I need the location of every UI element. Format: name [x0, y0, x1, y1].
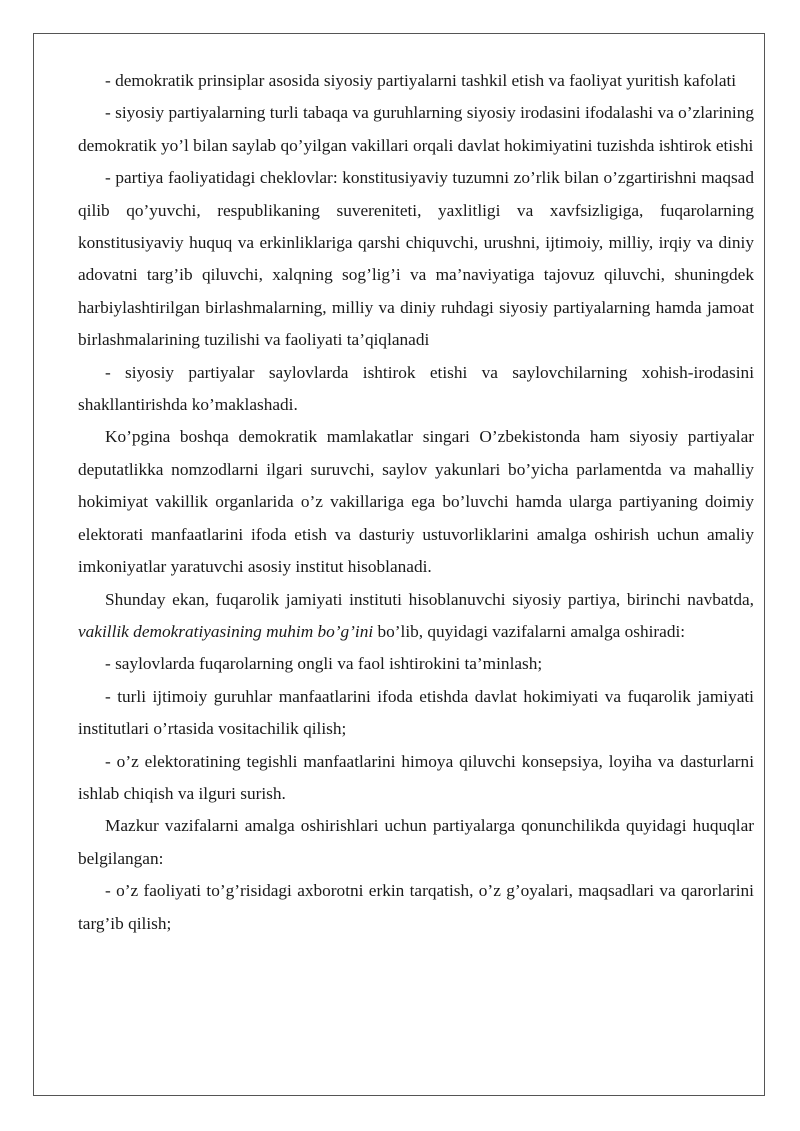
bullet-participation: - siyosiy partiyalarning turli tabaqa va guruhlarning siyosiy irodasini ifodalashi va o’zlarining demokratik yo’l bilan saylab qo’yilgan vakillari orqali davlat hokimiyatini tuzishda ishtirok etishi — [78, 103, 754, 155]
text-run: bo’lib, quyidagi vazifalarni amalga oshiradi: — [373, 621, 686, 641]
bullet-function-3: - o’z elektoratining tegishli manfaatlarini himoya qiluvchi konsepsiya, loyiha va dasturlarni ishlab chiqish va ilguri surish. — [78, 751, 754, 803]
text-run: Shunday ekan, fuqarolik jamiyati instituti hisoblanuvchi siyosiy partiya, birinchi navbatda, — [105, 589, 754, 609]
document-body — [78, 65, 754, 940]
bullet-function-2: - turli ijtimoiy guruhlar manfaatlarini ifoda etishda davlat hokimiyati va fuqarolik jamiyati institutlari o’rtasida vositachilik qilish; — [78, 686, 754, 739]
bullet-restrictions: - partiya faoliyatidagi cheklovlar: konstitusiyaviy tuzumni zo’rlik bilan o’zgartirishni maqsad qilib qo’yuvchi, respublikaning suvereniteti, yaxlitligi va xavfsizligiga, fuqarolarning konstitusiyaviy huquq va erkinliklariga qarshi chiquvchi, urushni, ijtimoiy, milliy, irqiy va diniy adovatni targ’ib qiluvchi, xalqning sog’lig’i va ma’naviyatiga tajovuz qiluvchi, shuningdek harbiylashtirilgan birlashmalarning, milliy va diniy ruhdagi siyosiy partiyalarning hamda jamoat birlashmalarining tuzilishi va faoliyati ta’qiqlanadi — [78, 168, 754, 350]
paragraph-functions-intro — [78, 584, 754, 649]
bullet-elections: - siyosiy partiyalar saylovlarda ishtirok etishi va saylovchilarning xohish-irodasini shakllantirishda ko’maklashadi. — [78, 362, 754, 415]
paragraph-rights-intro: Mazkur vazifalarni amalga oshirishlari uchun partiyalarga qonunchilikda quyidagi huquqlar belgilangan: — [78, 816, 754, 868]
bullet-right-1: - o’z faoliyati to’g’risidagi axborotni erkin tarqatish, o’z g’oyalari, maqsadlari va qarorlarini targ’ib qilish; — [78, 881, 754, 933]
bullet-function-1: - saylovlarda fuqarolarning ongli va faol ishtirokini ta’minlash; — [105, 654, 543, 674]
bullet-guarantee: - demokratik prinsiplar asosida siyosiy partiyalarni tashkil etish va faoliyat yuritish kafolati — [105, 71, 737, 90]
italic-phrase: vakillik demokratiyasining muhim bo’g’ini — [78, 621, 374, 641]
paragraph-institut: Ko’pgina boshqa demokratik mamlakatlar singari O’zbekistonda ham siyosiy partiyalar deputatlikka nomzodlarni ilgari suruvchi, saylov yakunlari bo’yicha parlamentda va mahalliy hokimiyat vakillik organlarida o’z vakillariga ega bo’luvchi hamda ularga partiyaning doimiy elektorati manfaatlarini ifoda etish va dasturiy ustuvorliklarini amalga oshirish uchun amaliy imkoniyatlar yaratuvchi asosiy institut hisoblanadi. — [78, 427, 754, 577]
